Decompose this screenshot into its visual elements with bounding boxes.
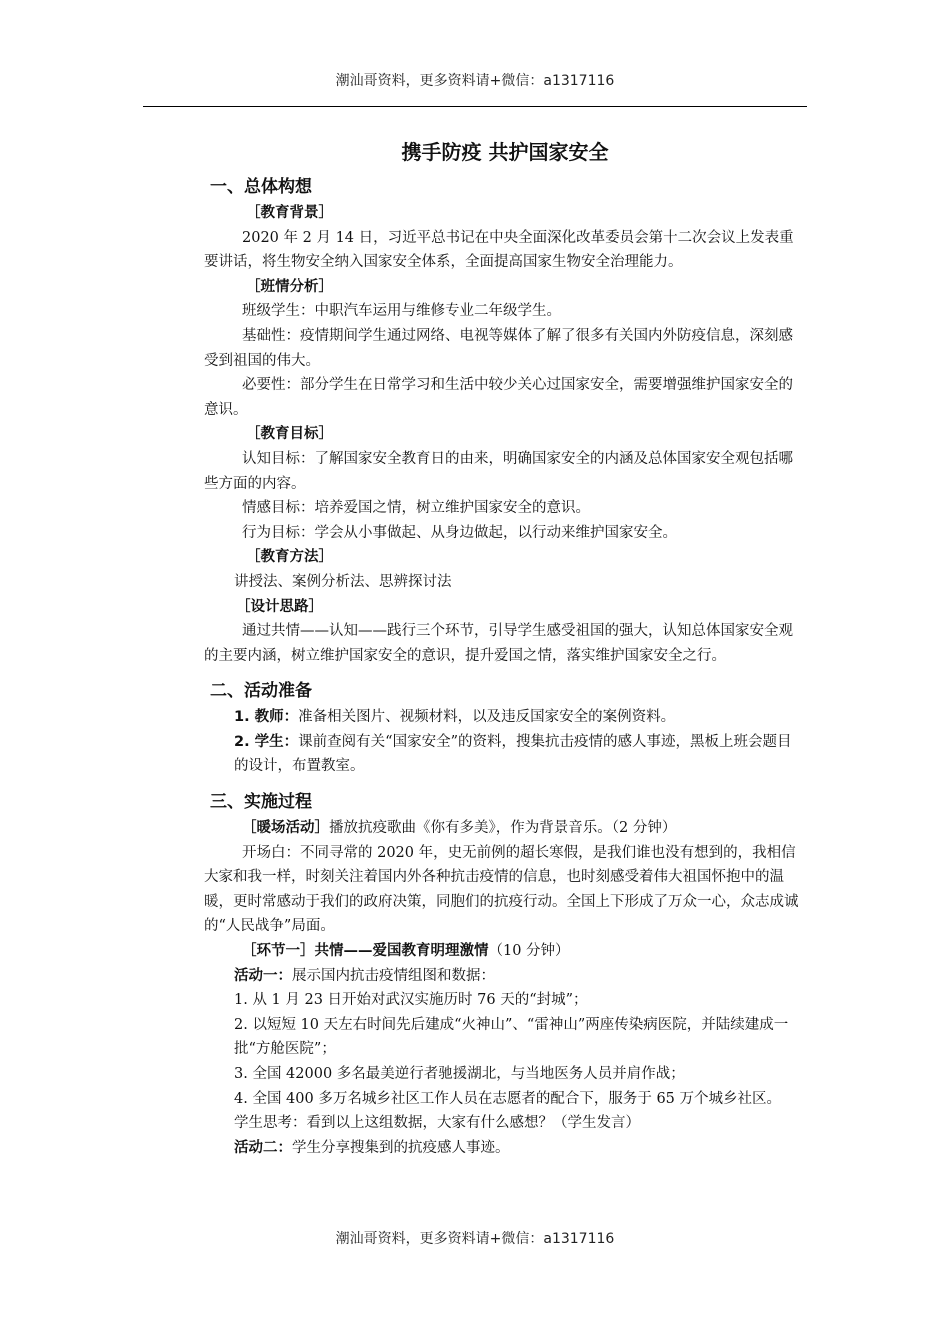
goal-behavior: 行为目标：学会从小事做起、从身边做起，以行动来维护国家安全。	[242, 524, 677, 541]
class-analysis-label: ［班情分析］	[246, 278, 333, 295]
design-text: 通过共情——认知——践行三个环节，引导学生感受祖国的强大，认知总体国家安全观的主要内涵，树立维护国家安全的意识，提升爱国之情，落实维护国家安全之行。	[204, 623, 793, 664]
warmup	[204, 816, 804, 841]
goal-cognitive: 认知目标：了解国家安全教育日的由来，明确国家安全的内涵及总体国家安全观包括哪些方面的内容。	[204, 450, 793, 492]
section-2-heading: 二、活动准备	[210, 681, 312, 702]
activity-1	[204, 964, 804, 989]
goal-emotion: 情感目标：培养爱国之情，树立维护国家安全的意识。	[242, 500, 590, 517]
background-label: ［教育背景］	[246, 205, 333, 221]
list-item: 1. 从 1 月 23 日开始对武汉实施历时 76 天的“封城”；	[234, 992, 588, 1009]
link-1-time: （10 分钟）	[488, 943, 570, 960]
activity-2	[204, 1136, 804, 1161]
background-text: 2020 年 2 月 14 日，习近平总书记在中央全面深化改革委员会第十二次会议上发表重要讲话，将生物安全纳入国家安全体系，全面提高国家生物安全治理能力。	[204, 229, 794, 271]
prep-teacher-label: 1. 教师：	[234, 709, 299, 726]
list-item: 4. 全国 400 多万名城乡社区工作人员在志愿者的配合下，服务于 65 万个城乡社区。	[234, 1090, 782, 1107]
activity-2-label: 活动二：	[234, 1139, 292, 1156]
method-label: ［教育方法］	[246, 549, 333, 566]
list-item: 3. 全国 42000 多名最美逆行者驰援湖北，与当地医务人员并肩作战；	[234, 1066, 685, 1082]
goal-label: ［教育目标］	[246, 426, 333, 443]
opening-remarks: 开场白：不同寻常的 2020 年，史无前例的超长寒假，是我们谁也没有想到的，我相信大家和我一样，时刻关注着国内外各种抗击疫情的信息，也时刻感受着伟大祖国怀抱中的温暖，更时常感动于我们的政府决策，同胞们的抗疫行动。全国上下形成了万众一心，众志成诚的“人民战争”局面。	[204, 844, 799, 935]
prep-teacher-text: 准备相关图片、视频材料，以及违反国家安全的案例资料。	[298, 709, 676, 726]
prep-student	[234, 730, 804, 779]
prep-teacher	[234, 705, 804, 730]
section-3-heading: 三、实施过程	[210, 792, 312, 813]
link-1-label: ［环节一］共情——爱国教育明理激情	[242, 943, 489, 960]
prep-student-text: 课前查阅有关“国家安全”的资料，搜集抗击疫情的感人事迹，黑板上班会题目的设计，布置教室。	[234, 733, 792, 775]
class-basis: 基础性：疫情期间学生通过网络、电视等媒体了解了很多有关国内外防疫信息，深刻感受到祖国的伟大。	[204, 327, 793, 369]
section-1-heading: 一、总体构想	[210, 177, 312, 197]
design-label: ［设计思路］	[236, 598, 323, 615]
header-divider	[143, 106, 807, 107]
activity-1-label: 活动一：	[234, 967, 292, 984]
class-students: 班级学生：中职汽车运用与维修专业二年级学生。	[242, 303, 561, 320]
page-footer: 潮汕哥资料，更多资料请+微信：a1317116	[335, 1231, 615, 1247]
method-text: 讲授法、案例分析法、思辨探讨法	[234, 573, 452, 590]
student-think: 学生思考：看到以上这组数据，大家有什么感想？（学生发言）	[234, 1115, 640, 1132]
class-necessity: 必要性：部分学生在日常学习和生活中较少关心过国家安全，需要增强维护国家安全的意识。	[204, 377, 793, 418]
link-1	[204, 939, 804, 964]
activity-1-text: 展示国内抗击疫情组图和数据：	[292, 967, 495, 984]
document-body	[204, 174, 804, 1160]
warmup-label: ［暖场活动］	[242, 820, 329, 837]
warmup-text: 播放抗疫歌曲《你有多美》，作为背景音乐。（2 分钟）	[329, 820, 677, 837]
document-title: 携手防疫 共护国家安全	[401, 140, 609, 164]
activity-2-text: 学生分享搜集到的抗疫感人事迹。	[292, 1139, 510, 1156]
page-header: 潮汕哥资料，更多资料请+微信：a1317116	[335, 73, 615, 89]
prep-student-label: 2. 学生：	[234, 733, 299, 750]
list-item: 2. 以短短 10 天左右时间先后建成“火神山”、“雷神山”两座传染病医院，并陆续建成一批“方舱医院”；	[234, 1016, 789, 1058]
